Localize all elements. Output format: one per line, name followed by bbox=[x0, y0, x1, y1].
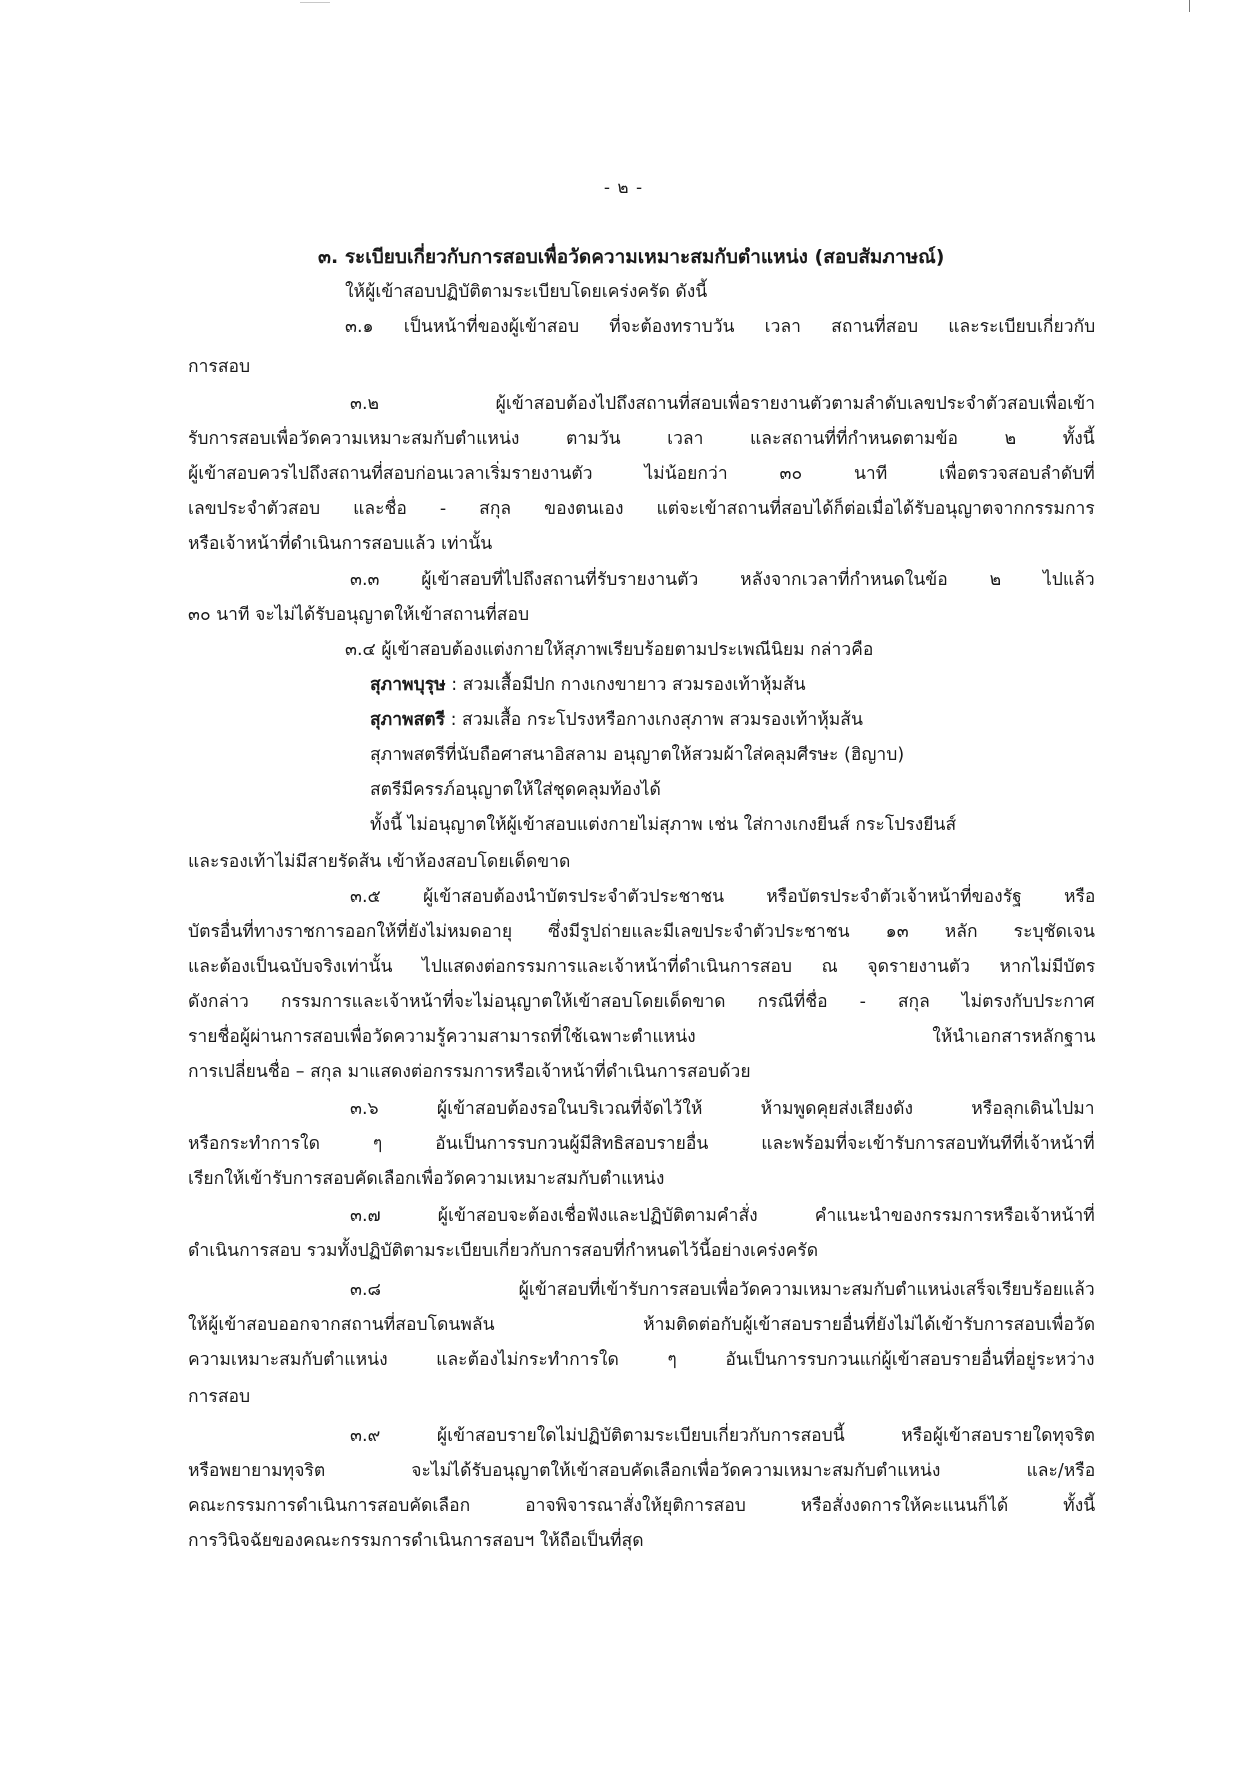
item-3-3-line: ๓๐ นาที จะไม่ได้รับอนุญาตให้เข้าสถานที่สอบ bbox=[188, 605, 530, 625]
item-3-9-line: คณะกรรมการดำเนินการสอบคัดเลือก อาจพิจารณาสั่งให้ยุติการสอบ หรือสั่งงดการให้คะแนนก็ได้ ทั้งนี้ bbox=[188, 1496, 1096, 1516]
item-3-8-line: การสอบ bbox=[188, 1387, 251, 1407]
dress-code-women-text: : สวมเสื้อ กระโปรงหรือกางเกงสุภาพ สวมรองเท้าหุ้มส้น bbox=[445, 710, 863, 730]
item-3-3-line: ๓.๓ ผู้เข้าสอบที่ไปถึงสถานที่รับรายงานตัว หลังจากเวลาที่กำหนดในข้อ ๒ ไปแล้ว bbox=[350, 570, 1095, 590]
item-3-7-line: ๓.๗ ผู้เข้าสอบจะต้องเชื่อฟังและปฏิบัติตามคำสั่ง คำแนะนำของกรรมการหรือเจ้าหน้าที่ bbox=[350, 1206, 1095, 1226]
section-heading: ๓. ระเบียบเกี่ยวกับการสอบเพื่อวัดความเหมาะสมกับตำแหน่ง (สอบสัมภาษณ์) bbox=[318, 246, 945, 268]
item-3-9-line: หรือพยายามทุจริต จะไม่ได้รับอนุญาตให้เข้าสอบคัดเลือกเพื่อวัดความเหมาะสมกับตำแหน่ง และ/หรือ bbox=[188, 1461, 1096, 1481]
item-3-5-line: และต้องเป็นฉบับจริงเท่านั้น ไปแสดงต่อกรรมการและเจ้าหน้าที่ดำเนินการสอบ ณ จุดรายงานตัว หากไม่มีบัตร bbox=[188, 957, 1096, 977]
item-3-2-line: ผู้เข้าสอบควรไปถึงสถานที่สอบก่อนเวลาเริ่มรายงานตัว ไม่น้อยกว่า ๓๐ นาที เพื่อตรวจสอบลำดับที่ bbox=[188, 464, 1095, 484]
item-3-5-line: ๓.๕ ผู้เข้าสอบต้องนำบัตรประจำตัวประชาชน หรือบัตรประจำตัวเจ้าหน้าที่ของรัฐ หรือ bbox=[350, 887, 1096, 907]
item-3-2-line: เลขประจำตัวสอบ และชื่อ - สกุล ของตนเอง แต่จะเข้าสถานที่สอบได้ก็ต่อเมื่อได้รับอนุญาตจากกรรมการ bbox=[188, 499, 1095, 519]
item-3-9-line: การวินิจฉัยของคณะกรรมการดำเนินการสอบฯ ให้ถือเป็นที่สุด bbox=[188, 1531, 644, 1551]
item-3-8-line: ๓.๘ ผู้เข้าสอบที่เข้ารับการสอบเพื่อวัดความเหมาะสมกับตำแหน่งเสร็จเรียบร้อยแล้ว bbox=[350, 1280, 1095, 1300]
item-3-6-line: ๓.๖ ผู้เข้าสอบต้องรอในบริเวณที่จัดไว้ให้ ห้ามพูดคุยส่งเสียงดัง หรือลุกเดินไปมา bbox=[350, 1099, 1095, 1119]
item-3-2-line: ๓.๒ ผู้เข้าสอบต้องไปถึงสถานที่สอบเพื่อรายงานตัวตามลำดับเลขประจำตัวสอบเพื่อเข้า bbox=[350, 394, 1096, 414]
item-3-8-line: ความเหมาะสมกับตำแหน่ง และต้องไม่กระทำการใด ๆ อันเป็นการรบกวนแก่ผู้เข้าสอบรายอื่นที่อยู่ระหว่าง bbox=[188, 1350, 1095, 1370]
item-3-5-line: บัตรอื่นที่ทางราชการออกให้ที่ยังไม่หมดอายุ ซึ่งมีรูปถ่ายและมีเลขประจำตัวประชาชน ๑๓ หลัก ระบุชัดเจน bbox=[188, 922, 1096, 942]
dress-code-women-label: สุภาพสตรี bbox=[370, 710, 446, 730]
item-3-7-line: ดำเนินการสอบ รวมทั้งปฏิบัติตามระเบียบเกี่ยวกับการสอบที่กำหนดไว้นี้อย่างเคร่งครัด bbox=[188, 1241, 819, 1261]
dress-code-men-text: : สวมเสื้อมีปก กางเกงขายาว สวมรองเท้าหุ้มส้น bbox=[445, 675, 806, 695]
scan-artifact bbox=[1189, 0, 1190, 12]
item-3-5-line: รายชื่อผู้ผ่านการสอบเพื่อวัดความรู้ความสามารถที่ใช้เฉพาะตำแหน่ง ให้นำเอกสารหลักฐาน bbox=[188, 1027, 1096, 1047]
item-3-2-line: รับการสอบเพื่อวัดความเหมาะสมกับตำแหน่ง ตามวัน เวลา และสถานที่ที่กำหนดตามข้อ ๒ ทั้งนี้ bbox=[188, 429, 1095, 449]
dress-code-note-line: และรองเท้าไม่มีสายรัดส้น เข้าห้องสอบโดยเด็ดขาด bbox=[188, 852, 571, 872]
item-3-6-line: เรียกให้เข้ารับการสอบคัดเลือกเพื่อวัดความเหมาะสมกับตำแหน่ง bbox=[188, 1169, 665, 1189]
dress-code-note-line: ทั้งนี้ ไม่อนุญาตให้ผู้เข้าสอบแต่งกายไม่สุภาพ เช่น ใส่กางเกงยีนส์ กระโปรงยีนส์ bbox=[370, 815, 957, 835]
dress-code-muslim-women: สุภาพสตรีที่นับถือศาสนาอิสลาม อนุญาตให้สวมผ้าใส่คลุมศีรษะ (ฮิญาบ) bbox=[370, 745, 905, 765]
item-3-4-line: ๓.๔ ผู้เข้าสอบต้องแต่งกายให้สุภาพเรียบร้อยตามประเพณีนิยม กล่าวคือ bbox=[345, 640, 874, 660]
dress-code-men bbox=[370, 673, 806, 697]
dress-code-men-label: สุภาพบุรุษ bbox=[370, 675, 446, 695]
item-3-1-line: การสอบ bbox=[188, 357, 251, 377]
item-3-5-line: การเปลี่ยนชื่อ – สกุล มาแสดงต่อกรรมการหรือเจ้าหน้าที่ดำเนินการสอบด้วย bbox=[188, 1062, 751, 1082]
item-3-1-line: ๓.๑ เป็นหน้าที่ของผู้เข้าสอบ ที่จะต้องทราบวัน เวลา สถานที่สอบ และระเบียบเกี่ยวกับ bbox=[345, 317, 1096, 337]
item-3-9-line: ๓.๙ ผู้เข้าสอบรายใดไม่ปฏิบัติตามระเบียบเกี่ยวกับการสอบนี้ หรือผู้เข้าสอบรายใดทุจริต bbox=[350, 1426, 1095, 1446]
section-intro: ให้ผู้เข้าสอบปฏิบัติตามระเบียบโดยเคร่งครัด ดังนี้ bbox=[345, 282, 708, 302]
item-3-2-line: หรือเจ้าหน้าที่ดำเนินการสอบแล้ว เท่านั้น bbox=[188, 534, 493, 554]
dress-code-pregnant: สตรีมีครรภ์อนุญาตให้ใส่ชุดคลุมท้องได้ bbox=[370, 780, 661, 800]
item-3-5-line: ดังกล่าว กรรมการและเจ้าหน้าที่จะไม่อนุญาตให้เข้าสอบโดยเด็ดขาด กรณีที่ชื่อ - สกุล ไม่ตรงกับประกาศ bbox=[188, 992, 1095, 1012]
dress-code-women bbox=[370, 708, 863, 732]
item-3-6-line: หรือกระทำการใด ๆ อันเป็นการรบกวนผู้มีสิทธิสอบรายอื่น และพร้อมที่จะเข้ารับการสอบทันทีที่เจ้าหน้าที่ bbox=[188, 1134, 1095, 1154]
page-number: - ๒ - bbox=[603, 178, 644, 198]
item-3-8-line: ให้ผู้เข้าสอบออกจากสถานที่สอบโดนพลัน ห้ามติดต่อกับผู้เข้าสอบรายอื่นที่ยังไม่ได้เข้ารับการสอบเพื่อวัด bbox=[188, 1315, 1096, 1335]
scan-artifact bbox=[300, 2, 330, 3]
